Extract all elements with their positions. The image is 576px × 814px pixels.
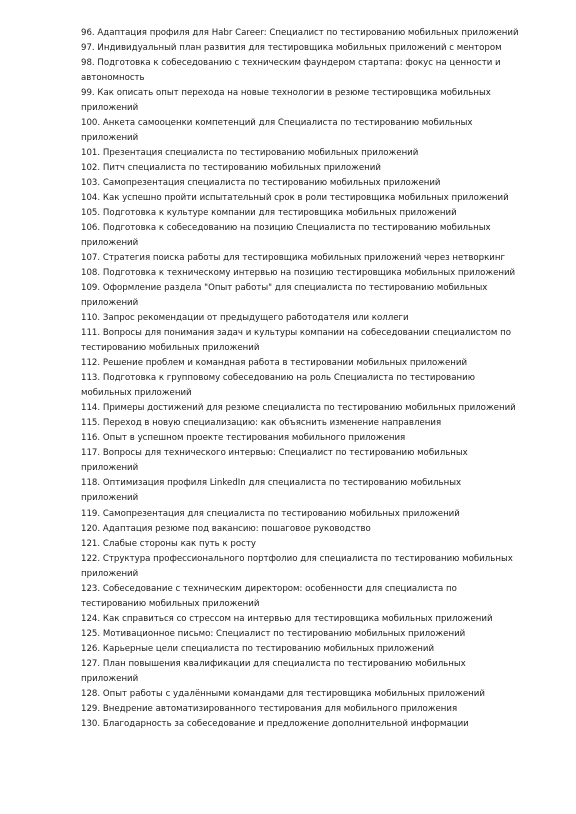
list-item: 130. Благодарность за собеседование и предложение дополнительной информации [81, 718, 469, 729]
list-item: 125. Мотивационное письмо: Специалист по тестированию мобильных приложений [81, 628, 466, 639]
list-item: 124. Как справиться со стрессом на интервью для тестировщика мобильных приложений [81, 613, 493, 624]
list-item: 108. Подготовка к техническому интервью на позицию тестировщика мобильных приложений [81, 268, 516, 279]
list-item: 114. Примеры достижений для резюме специалиста по тестированию мобильных приложений [81, 403, 516, 414]
list-item: 128. Опыт работы с удалёнными командами для тестировщика мобильных приложений [81, 688, 485, 699]
list-item: 123. Собеседование с техническим директором: особенности для специалиста по тестированию мобильных приложений [81, 583, 457, 609]
list-item: 115. Переход в новую специализацию: как объяснить изменение направления [81, 418, 442, 429]
list-item: 109. Оформление раздела "Опыт работы" для специалиста по тестированию мобильных приложений [81, 283, 488, 309]
list-item: 119. Самопрезентация для специалиста по тестированию мобильных приложений [81, 508, 460, 519]
list-item: 122. Структура профессионального портфолио для специалиста по тестированию мобильных приложений [81, 553, 513, 579]
list-item: 97. Индивидуальный план развития для тестировщика мобильных приложений с ментором [81, 43, 502, 54]
list-item: 96. Адаптация профиля для Habr Career: Специалист по тестированию мобильных приложений [81, 28, 519, 38]
list-item: 118. Оптимизация профиля LinkedIn для специалиста по тестированию мобильных приложений [81, 478, 462, 504]
list-item: 104. Как успешно пройти испытательный срок в роли тестировщика мобильных приложений [81, 193, 509, 204]
list-item: 100. Анкета самооценки компетенций для Специалиста по тестированию мобильных приложений [81, 118, 473, 144]
list-item: 121. Слабые стороны как путь к росту [81, 538, 256, 549]
list-item: 101. Презентация специалиста по тестированию мобильных приложений [81, 148, 419, 159]
list-item: 129. Внедрение автоматизированного тестирования для мобильного приложения [81, 703, 458, 714]
list-item: 126. Карьерные цели специалиста по тестированию мобильных приложений [81, 643, 435, 654]
list-item: 117. Вопросы для технического интервью: Специалист по тестированию мобильных приложений [81, 448, 468, 474]
topic-list [81, 26, 521, 732]
list-item: 106. Подготовка к собеседованию на позицию Специалиста по тестированию мобильных приложений [81, 223, 491, 249]
list-item: 127. План повышения квалификации для специалиста по тестированию мобильных приложений [81, 658, 466, 684]
list-item: 112. Решение проблем и командная работа в тестировании мобильных приложений [81, 358, 468, 369]
list-item: 111. Вопросы для понимания задач и культуры компании на собеседовании специалистом по тестированию мобильных приложений [81, 328, 512, 354]
list-item: 113. Подготовка к групповому собеседованию на роль Специалиста по тестированию мобильных приложений [81, 373, 475, 399]
list-item: 99. Как описать опыт перехода на новые технологии в резюме тестировщика мобильных приложений [81, 88, 491, 114]
list-item: 116. Опыт в успешном проекте тестирования мобильного приложения [81, 433, 406, 444]
list-item: 102. Питч специалиста по тестированию мобильных приложений [81, 163, 381, 174]
list-item: 120. Адаптация резюме под вакансию: пошаговое руководство [81, 523, 371, 534]
list-item: 103. Самопрезентация специалиста по тестированию мобильных приложений [81, 178, 441, 189]
list-item: 105. Подготовка к культуре компании для тестировщика мобильных приложений [81, 208, 457, 219]
list-item: 110. Запрос рекомендации от предыдущего работодателя или коллеги [81, 313, 409, 324]
list-item: 107. Стратегия поиска работы для тестировщика мобильных приложений через нетворкинг [81, 253, 506, 264]
list-item: 98. Подготовка к собеседованию с техническим фаундером стартапа: фокус на ценности и автономность [81, 58, 501, 84]
